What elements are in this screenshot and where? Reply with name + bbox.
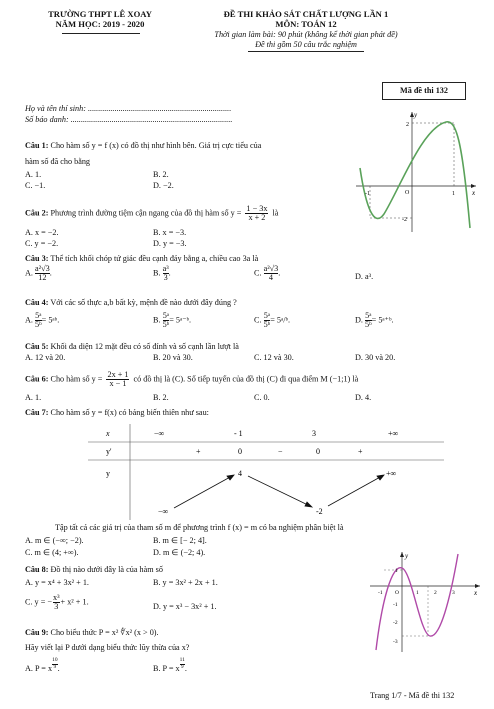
q4-label: Câu 4:	[25, 298, 49, 307]
vt-yp-plus1: +	[196, 447, 201, 456]
q3-option-c[interactable]: C. $\frac{\text{a²√3}}{4}$ .	[254, 264, 281, 283]
header-underline-left	[62, 33, 140, 34]
graph1-tick-1: 1	[452, 191, 455, 197]
exam-time: Thời gian làm bài: 90 phút (không kể thời gian phát đề)	[214, 30, 398, 39]
q4-a-rhs: = 5ᵃᵇ.	[41, 315, 60, 325]
q5-stem	[25, 342, 239, 351]
q9-a-pre: A. P = x	[25, 664, 53, 673]
q7-option-d[interactable]: D. m ∈ (−2; 4).	[153, 548, 206, 557]
vt-x-neg-inf: −∞	[154, 429, 165, 438]
q4-c-num: 5ᵃ	[263, 311, 271, 320]
q1-option-b[interactable]: B. 2.	[153, 170, 169, 179]
vt-y-label: y	[106, 469, 110, 478]
q6-option-d[interactable]: D. 4.	[355, 393, 372, 402]
q9-a-den: 9	[53, 663, 57, 670]
q4-a-den: 5ᵇ	[35, 320, 42, 330]
q9-label: Câu 9:	[25, 628, 49, 637]
q4-d-den: 5ᵇ	[365, 320, 372, 330]
exam-code: Mã đề thi 132	[400, 86, 448, 95]
q3-option-b[interactable]: B. $\frac{\text{a³}}{3}$ .	[153, 264, 171, 283]
q3-option-d[interactable]: D. a³.	[355, 272, 374, 281]
graph1-origin: O	[405, 190, 410, 196]
graph1-ylabel: y	[414, 111, 418, 119]
q5-option-b[interactable]: B. 20 và 30.	[153, 353, 193, 362]
graph2-xtick-neg1: -1	[378, 590, 383, 596]
graph1-curve	[360, 122, 470, 228]
graph1-xlabel: x	[472, 189, 476, 197]
q3-label: Câu 3:	[25, 254, 49, 263]
q1-text2: hàm số đã cho bằng	[25, 157, 91, 166]
q9-b-den: 9	[180, 663, 184, 670]
graph-q8	[368, 550, 484, 654]
graph2-ytick-neg2: -2	[393, 620, 398, 626]
q6-tail: có đồ thị là (C). Số tiếp tuyến của đồ thị (C) đi qua điểm M (−1;1) là	[131, 374, 359, 384]
q1-label: Câu 1:	[25, 141, 49, 150]
vt-y-pos-inf: +∞	[386, 469, 397, 478]
vt-y-min: -2	[316, 507, 323, 516]
q4-c-den: 5ᵇ	[263, 320, 271, 330]
q5-option-a[interactable]: A. 12 và 20.	[25, 353, 66, 362]
vt-yp-label: y'	[106, 447, 112, 456]
q6-text: Cho hàm số y =	[50, 374, 103, 384]
q2-stem	[25, 205, 278, 222]
exam-title: ĐỀ THI KHẢO SÁT CHẤT LƯỢNG LẦN 1	[223, 9, 389, 19]
header-underline-right	[248, 51, 364, 52]
q3-text: Thể tích khối chóp tứ giác đều cạnh đáy bằng a, chiều cao 3a là	[50, 254, 259, 263]
q4-stem	[25, 298, 237, 307]
q1-option-a[interactable]: A. 1.	[25, 170, 42, 179]
graph-q1	[352, 108, 482, 238]
q7-label: Câu 7:	[25, 408, 49, 417]
q6-option-c[interactable]: C. 0.	[254, 393, 270, 402]
q2-denominator: x + 2	[248, 213, 266, 223]
q2-option-c[interactable]: C. y = −2.	[25, 239, 59, 248]
vt-y-neg-inf: −∞	[158, 507, 169, 516]
q8-c-pre: C. y = −	[25, 597, 52, 607]
q9-b-pre: B. P = x	[153, 664, 180, 673]
q7-question: Tập tất cả các giá trị của tham số m để phương trình f (x) = m có ba nghiệm phân biệt là	[55, 523, 344, 532]
q7-option-b[interactable]: B. m ∈ [− 2; 4].	[153, 536, 207, 545]
q9-option-b[interactable]: B. P = x $\frac{11}{9}$ .	[153, 657, 187, 673]
graph1-tick-neg2: -2	[402, 217, 407, 223]
graph2-ytick-neg3: -3	[393, 639, 398, 645]
q9-text2: Hãy viết lại P dưới dạng biểu thức lũy thừa của x?	[25, 643, 190, 652]
q3-d: a³.	[365, 272, 374, 281]
graph2-ylabel: y	[405, 552, 409, 560]
q1-option-c[interactable]: C. −1.	[25, 181, 46, 190]
vt-yp-zero1: 0	[238, 447, 242, 456]
q3-a-den: 12	[38, 273, 47, 283]
school-year: NĂM HỌC: 2019 - 2020	[55, 19, 145, 29]
q5-option-c[interactable]: C. 12 và 30.	[254, 353, 294, 362]
q5-option-d[interactable]: D. 30 và 20.	[355, 353, 396, 362]
q9-text: Cho biểu thức P = x² ∜x² (x > 0).	[50, 628, 159, 637]
exam-count: Đề thi gồm 50 câu trắc nghiệm	[255, 40, 357, 49]
q4-option-c[interactable]: C. $\frac{\text{5ᵃ}}{\text{5ᵇ}}$ = 5ᵃ/ᵇ.	[254, 311, 291, 330]
q6-label: Câu 6:	[25, 374, 49, 384]
school-name: TRƯỜNG THPT LÊ XOAY	[48, 9, 152, 19]
q6-option-a[interactable]: A. 1.	[25, 393, 42, 402]
q1-text: Cho hàm số y = f (x) có đồ thị như hình bên. Giá trị cực tiểu của	[50, 141, 262, 150]
q6-stem	[25, 371, 358, 388]
q9-b-num: 11	[179, 657, 185, 663]
graph1-tick-neg1: -1	[365, 191, 370, 197]
q6-denominator: x − 1	[109, 379, 127, 389]
q3-b-den: 3	[163, 273, 168, 283]
q9-a-num: 10	[52, 657, 58, 663]
q2-option-a[interactable]: A. x = −2.	[25, 228, 59, 237]
vt-yp-plus2: +	[358, 447, 363, 456]
q9-stem	[25, 628, 159, 637]
q4-option-a[interactable]: A. $\frac{\text{5ᵃ}}{\text{5ᵇ}}$ = 5ᵃᵇ.	[25, 311, 60, 330]
q8-option-b[interactable]: B. y = 3x² + 2x + 1.	[153, 578, 218, 587]
q8-c-post: + x² + 1.	[60, 597, 89, 607]
student-name-field: Họ và tên thí sinh: ......................................................................	[25, 104, 232, 113]
graph2-xlabel: x	[474, 589, 478, 597]
graph2-xtick-3: 3	[452, 590, 455, 596]
graph2-origin: O	[395, 590, 399, 596]
q4-b-den: 5ᵇ	[162, 320, 170, 330]
q9-option-a[interactable]: A. P = x $\frac{10}{9}$ .	[25, 657, 60, 673]
q4-c-rhs: = 5ᵃ/ᵇ.	[270, 315, 291, 325]
q4-option-b[interactable]: B. $\frac{\text{5ᵃ}}{\text{5ᵇ}}$ = 5ᵃ⁻ᵇ.	[153, 311, 192, 330]
q5-label: Câu 5:	[25, 342, 49, 351]
q8-c-den: 3	[54, 602, 59, 612]
vt-x-pos-inf: +∞	[388, 429, 399, 438]
vt-x-3: 3	[312, 429, 316, 438]
vt-x-neg1: - 1	[234, 429, 243, 438]
student-id-field: Số báo danh: ...............................................................................	[25, 115, 233, 124]
vt-yp-zero2: 0	[316, 447, 320, 456]
vt-x-label: x	[106, 429, 110, 438]
graph2-ytick-neg1: -1	[393, 602, 398, 608]
q8-label: Câu 8:	[25, 565, 49, 574]
q8-option-d[interactable]: D. y = x³ − 3x² + 1.	[153, 602, 217, 611]
vt-y-max: 4	[238, 469, 242, 478]
q8-option-a[interactable]: A. y = x⁴ + 3x² + 1.	[25, 578, 89, 587]
page-footer: Trang 1/7 - Mã đề thi 132	[370, 691, 455, 700]
graph1-tick-2: 2	[406, 122, 409, 128]
q8-option-c[interactable]	[25, 594, 89, 611]
q7-stem	[25, 408, 209, 417]
vt-yp-minus: −	[278, 447, 283, 456]
q1-stem	[25, 141, 261, 150]
q7-option-c[interactable]: C. m ∈ (4; +∞).	[25, 548, 79, 557]
q4-text: Với các số thực a,b bất kỳ, mệnh đề nào dưới đây đúng ?	[50, 298, 237, 307]
exam-subject: MÔN: TOÁN 12	[275, 19, 337, 29]
q3-option-a[interactable]: A. $\frac{\text{a²√3}}{12}$ .	[25, 264, 52, 283]
q4-d-num: 5ᵃ	[365, 311, 372, 320]
q3-b-num: a³	[162, 264, 169, 273]
q4-b-rhs: = 5ᵃ⁻ᵇ.	[169, 315, 192, 325]
q2-label: Câu 2:	[25, 208, 49, 218]
graph2-xtick-1: 1	[416, 590, 419, 596]
q8-stem	[25, 565, 163, 574]
q3-a-num: a²√3	[35, 264, 50, 273]
graph2-ytick-1: 1	[395, 568, 398, 574]
q3-stem	[25, 254, 258, 263]
q4-option-d[interactable]: D. $\frac{\text{5ᵃ}}{\text{5ᵇ}}$ = 5ᵃ⁺ᵇ.	[355, 311, 394, 330]
q8-c-num: x³	[52, 593, 60, 602]
q2-text: Phương trình đường tiệm cận ngang của đồ thị hàm số y =	[50, 208, 242, 218]
q2-numerator: 1 − 3x	[246, 204, 268, 213]
q4-b-num: 5ᵃ	[162, 311, 170, 320]
q4-d-rhs: = 5ᵃ⁺ᵇ.	[371, 315, 394, 325]
q2-option-b[interactable]: B. x = −3.	[153, 228, 187, 237]
q7-text: Cho hàm số y = f(x) có bảng biến thiên như sau:	[50, 408, 209, 417]
q3-c-den: 4	[268, 273, 273, 283]
q5-text: Khối đa diện 12 mặt đều có số đỉnh và số cạnh lần lượt là	[50, 342, 239, 351]
q6-numerator: 2x + 1	[107, 370, 129, 379]
q4-a-num: 5ᵃ	[35, 311, 42, 320]
q3-c-num: a²√3	[263, 264, 279, 273]
q7-option-a[interactable]: A. m ∈ (−∞; −2).	[25, 536, 84, 545]
q2-tail: là	[270, 208, 279, 218]
q1-option-d[interactable]: D. −2.	[153, 181, 174, 190]
variation-table	[88, 424, 444, 520]
graph2-curve	[376, 554, 458, 650]
q8-text: Đồ thị nào dưới đây là của hàm số	[50, 565, 163, 574]
q6-option-b[interactable]: B. 2.	[153, 393, 169, 402]
q2-option-d[interactable]: D. y = −3.	[153, 239, 187, 248]
graph2-xtick-2: 2	[434, 590, 437, 596]
